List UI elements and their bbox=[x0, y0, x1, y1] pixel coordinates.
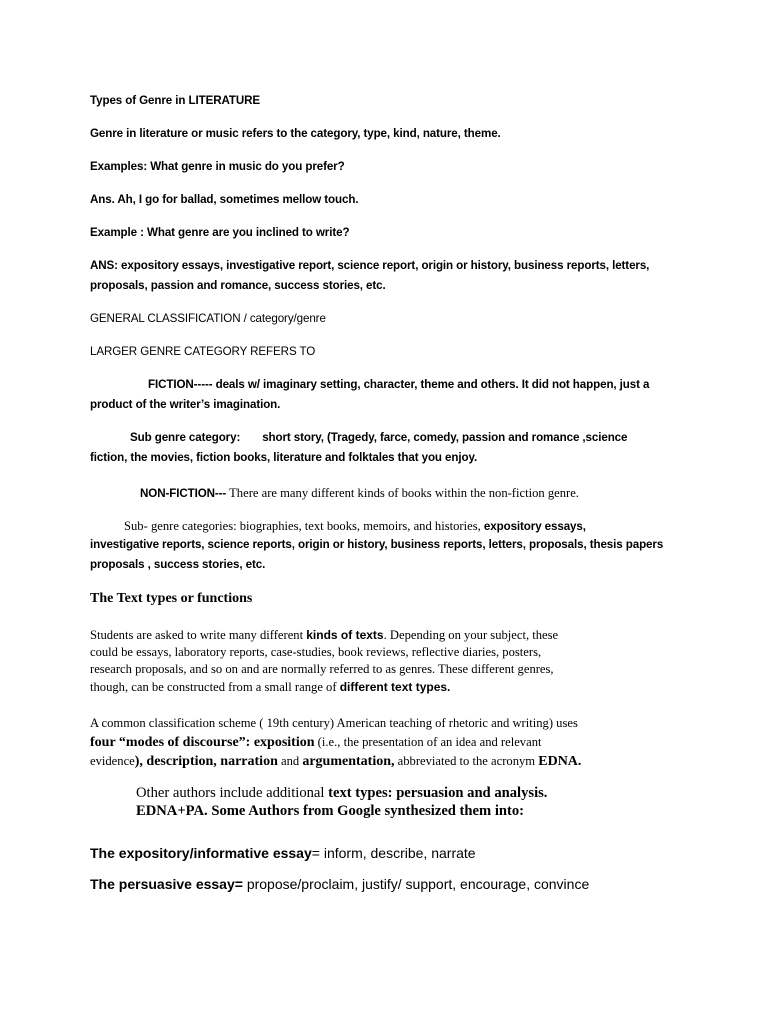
different-text-types: different text types. bbox=[339, 680, 451, 694]
expository-purpose: = inform, describe, narrate bbox=[311, 845, 476, 861]
edna-acronym: EDNA. bbox=[538, 754, 582, 769]
nonfiction-sub-serif: Sub- genre categories: biographies, text books, memoirs, and histories, bbox=[124, 519, 484, 533]
doc-title: Types of Genre in LITERATURE bbox=[90, 94, 261, 107]
example-music-question: Examples: What genre in music do you prefer? bbox=[90, 160, 345, 173]
answer-music: Ans. Ah, I go for ballad, sometimes mellow touch. bbox=[90, 193, 359, 206]
para1-line-1 bbox=[90, 628, 708, 643]
para1-line-3: research proposals, and so on and are normally referred to as genres. These different genres, bbox=[90, 662, 554, 676]
nonfiction-sub-line-3: proposals , success stories, etc. bbox=[90, 558, 266, 571]
subgenre-list: short story, (Tragedy, farce, comedy, passion and romance ,science bbox=[262, 431, 628, 444]
fiction-description: deals w/ imaginary setting, character, theme and others. It did not happen, just a bbox=[212, 378, 650, 391]
para1-text: though, can be constructed from a small range of bbox=[90, 680, 340, 694]
nonfiction-sub-sans: expository essays, bbox=[483, 520, 586, 533]
para2-text: the presentation of an idea and relevant bbox=[340, 735, 542, 749]
argumentation: argumentation, bbox=[302, 754, 395, 769]
para2-text: evidence bbox=[90, 754, 135, 768]
para2-text: (i.e., bbox=[314, 735, 341, 749]
subgenre-line-1 bbox=[130, 431, 708, 444]
persuasive-essay-line bbox=[90, 876, 708, 892]
example-writing-question: Example : What genre are you inclined to write? bbox=[90, 226, 350, 239]
genre-definition: Genre in literature or music refers to the category, type, kind, nature, theme. bbox=[90, 127, 501, 140]
text-types-persuasion: text types: persuasion and analysis. bbox=[328, 785, 548, 801]
description-narration: ), description, narration bbox=[134, 754, 278, 769]
fiction-label: FICTION----- bbox=[148, 378, 213, 391]
persuasive-label: The persuasive essay= bbox=[90, 876, 243, 892]
nonfiction-label: NON-FICTION--- bbox=[140, 487, 227, 500]
expository-essay-line bbox=[90, 845, 708, 861]
kinds-of-texts: kinds of texts bbox=[306, 628, 384, 642]
para2-line-3 bbox=[90, 752, 708, 770]
larger-genre-category: LARGER GENRE CATEGORY REFERS TO bbox=[90, 345, 316, 358]
para3-line-2: EDNA+PA. Some Authors from Google synthesized them into: bbox=[136, 803, 525, 819]
subgenre-line-2: fiction, the movies, fiction books, literature and folktales that you enjoy. bbox=[90, 451, 478, 464]
nonfiction-line bbox=[140, 484, 708, 502]
fiction-line-1 bbox=[148, 378, 708, 391]
para3-line-1 bbox=[136, 785, 708, 802]
para2-line-2 bbox=[90, 733, 708, 751]
fiction-line-2: product of the writer’s imagination. bbox=[90, 398, 281, 411]
para2-line-1: A common classification scheme ( 19th century) American teaching of rhetoric and writing) uses bbox=[90, 716, 578, 730]
para1-line-2: could be essays, laboratory reports, case-studies, book reviews, reflective diaries, posters, bbox=[90, 645, 542, 659]
answer-writing-line-1: ANS: expository essays, investigative report, science report, origin or history, business reports, letters, bbox=[90, 259, 650, 272]
expository-label: The expository/informative essay bbox=[90, 845, 312, 861]
persuasive-purpose: propose/proclaim, justify/ support, encourage, convince bbox=[242, 876, 590, 892]
modes-of-discourse: four “modes of discourse”: exposition bbox=[90, 735, 315, 750]
para1-text: . Depending on your subject, these bbox=[383, 628, 559, 642]
nonfiction-sub-line-1 bbox=[124, 517, 708, 535]
answer-writing-line-2: proposals, passion and romance, success stories, etc. bbox=[90, 279, 386, 292]
para2-text: and bbox=[277, 754, 303, 768]
para2-text: abbreviated to the acronym bbox=[394, 754, 539, 768]
para3-text: Other authors include additional bbox=[136, 785, 329, 801]
para1-text: Students are asked to write many different bbox=[90, 628, 307, 642]
nonfiction-sub-line-2: investigative reports, science reports, origin or history, business reports, letters, proposals, thesis papers bbox=[90, 538, 664, 551]
para1-line-4 bbox=[90, 680, 708, 695]
general-classification: GENERAL CLASSIFICATION / category/genre bbox=[90, 312, 326, 325]
nonfiction-description: There are many different kinds of books within the non-fiction genre. bbox=[226, 486, 579, 500]
subgenre-label: Sub genre category: bbox=[130, 431, 241, 444]
text-types-heading: The Text types or functions bbox=[90, 591, 253, 606]
